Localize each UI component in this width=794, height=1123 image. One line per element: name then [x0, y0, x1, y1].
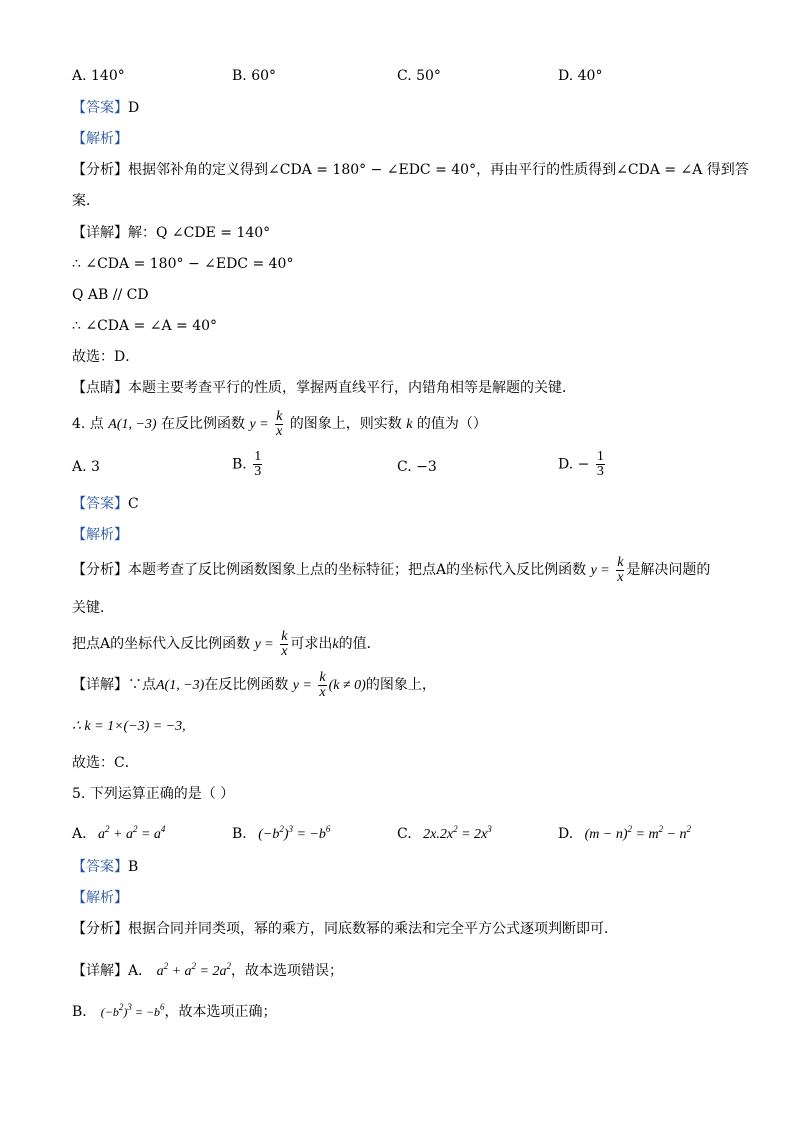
q3-analysis-heading [72, 128, 734, 150]
q4-func-lhs: y = [249, 417, 269, 432]
fenxi-text: 根据邻补角的定义得到∠CDA = 180° − ∠EDC = 40°，再由平行的性质得到∠CDA = ∠A 得到答 [128, 162, 749, 178]
q3-detail-4 [72, 315, 734, 337]
fraction-denominator: x [276, 423, 283, 439]
fraction-numerator: 1 [596, 449, 604, 464]
detail-text: ，故本选项正确； [164, 1004, 277, 1020]
fraction-numerator: k [281, 628, 288, 644]
detail-line: 解：Q ∠CDE = 140° [128, 225, 271, 241]
q5-fenxi [72, 918, 734, 940]
q3-answer [72, 97, 734, 119]
fraction-numerator: k [617, 554, 624, 570]
q5-detail-b: B． $(-b^2)^3 = -b^6$，故本选项正确； [72, 1002, 277, 1020]
func-lhs: y = [254, 637, 274, 652]
q4-choose [72, 752, 734, 774]
option-label: B. [232, 456, 247, 473]
detail-tag: 【详解】 [72, 963, 128, 979]
detail-text: 的图象上， [365, 677, 436, 693]
detail-text: 在反比例函数 [204, 677, 289, 693]
answer-value: C [128, 496, 139, 512]
option-label: A. [72, 826, 87, 842]
q5-option-b: B. $(-b^2)^3 = -b^6$ [232, 824, 331, 842]
sub-k: k [332, 637, 339, 652]
q4-calc [72, 715, 734, 738]
q4-option-c: C. −3 [397, 459, 437, 475]
q4-option-d [558, 450, 607, 479]
q4-options [72, 450, 734, 490]
option-fraction [596, 450, 605, 479]
q4-detail [72, 667, 734, 704]
func-fraction [280, 630, 288, 659]
choose-text: 故选：C． [72, 755, 139, 771]
fraction-numerator: 1 [254, 449, 262, 464]
q4-point: A(1, −3) [108, 417, 157, 432]
detail-line: Q AB // CD [72, 287, 149, 303]
detail-tag: 【详解】 [72, 225, 128, 241]
q3-option-c: C. 50° [397, 68, 441, 84]
choose-text: 故选：D． [72, 349, 140, 365]
q3-comment [72, 377, 734, 399]
q3-detail [72, 222, 734, 244]
q4-analysis-heading [72, 524, 734, 546]
fenxi-text: 根据合同并同类项，幂的乘方，同底数幂的乘法和完全平方公式逐项判断即可． [128, 921, 618, 937]
analysis-tag: 【解析】 [72, 131, 128, 147]
q5-option-c: C. $2x.2x^2 = 2x^3$ [397, 824, 492, 842]
q4-stem [72, 408, 734, 441]
detail-label: B． [72, 1004, 97, 1020]
func-fraction [616, 556, 624, 585]
q5-stem-text: 5. 下列运算正确的是（ ） [72, 786, 235, 802]
calc-line: ∴ k = 1×(−3) = −3, [72, 719, 186, 734]
func-fraction [318, 671, 326, 700]
q5-detail-a: 【详解】A． $a^2 + a^2 = 2a^2$，故本选项错误； [72, 961, 343, 979]
fraction-denominator: 3 [254, 464, 262, 479]
q5-stem [72, 783, 734, 805]
sub-text: 把点A的坐标代入反比例函数 [72, 636, 251, 652]
func-lhs: y = [590, 563, 610, 578]
detail-point: A(1, −3) [156, 678, 205, 693]
q3-detail-2 [72, 253, 734, 275]
fenxi-tag: 【分析】 [72, 162, 128, 178]
q4-stem-text: 的值为（） [416, 416, 487, 432]
q5-option-a: A. $a^2 + a^2 = a^4$ [72, 824, 166, 842]
q3-option-a: A. 140° [72, 68, 125, 84]
q3-fenxi [72, 159, 749, 181]
fraction-denominator: x [319, 684, 326, 700]
detail-line: ∴ ∠CDA = 180° − ∠EDC = 40° [72, 256, 294, 272]
q4-number: 4. 点 [72, 416, 104, 432]
q4-fenxi-cont [72, 597, 734, 619]
q4-fenxi [72, 552, 734, 589]
q3-detail-3 [72, 284, 734, 306]
q4-substitute [72, 626, 734, 663]
option-label: C. [397, 826, 412, 842]
detail-label: A． [128, 963, 153, 979]
answer-value: D [128, 100, 140, 116]
q3-choose [72, 346, 734, 368]
fenxi-text-cont: 案． [72, 193, 100, 209]
answer-tag: 【答案】 [72, 496, 128, 512]
q4-func-fraction [275, 410, 283, 439]
q5-option-d: D. $(m - n)^2 = m^2 - n^2$ [558, 824, 692, 842]
q4-answer [72, 493, 734, 515]
option-label: B. [232, 826, 247, 842]
q3-option-b: B. 60° [232, 68, 277, 84]
q4-option-b [232, 450, 264, 479]
fraction-numerator: k [319, 669, 326, 685]
fenxi-text: 本题考查了反比例函数图象上点的坐标特征；把点A的坐标代入反比例函数 [128, 562, 587, 578]
answer-tag: 【答案】 [72, 100, 128, 116]
func-lhs: y = [292, 678, 312, 693]
detail-tag: 【详解】 [72, 677, 128, 693]
comment-text: 本题主要考查平行的性质，掌握两直线平行，内错角相等是解题的关键． [128, 380, 576, 396]
fraction-numerator: k [276, 408, 283, 424]
detail-condition: (k ≠ 0) [328, 678, 366, 693]
fenxi-text: 是解决问题的 [626, 562, 711, 578]
sub-text: 可求出 [290, 636, 333, 652]
q4-k: k [406, 417, 413, 432]
option-label: D. [558, 826, 574, 842]
q3-option-d: D. 40° [558, 68, 603, 84]
detail-line: ∴ ∠CDA = ∠A = 40° [72, 318, 218, 334]
q3-fenxi-cont [72, 190, 734, 212]
analysis-tag: 【解析】 [72, 527, 128, 543]
fraction-denominator: 3 [596, 464, 604, 479]
option-fraction [253, 450, 262, 479]
fenxi-text-cont: 关键． [72, 600, 114, 616]
q4-stem-text: 在反比例函数 [161, 416, 246, 432]
sub-text: 的值． [338, 636, 381, 652]
analysis-tag: 【解析】 [72, 890, 128, 906]
fenxi-tag: 【分析】 [72, 562, 128, 578]
comment-tag: 【点睛】 [72, 380, 128, 396]
fraction-denominator: x [281, 643, 288, 659]
answer-value: B [128, 859, 139, 875]
q4-stem-text: 的图象上，则实数 [289, 416, 402, 432]
q5-analysis-heading [72, 887, 734, 909]
fenxi-tag: 【分析】 [72, 921, 128, 937]
fraction-denominator: x [617, 569, 624, 585]
q5-answer [72, 856, 734, 878]
answer-tag: 【答案】 [72, 859, 128, 875]
option-label: D. − [558, 456, 590, 473]
q4-option-a: A. 3 [72, 459, 100, 475]
detail-text: ∵点 [128, 677, 156, 693]
detail-text: ，故本选项错误； [230, 963, 343, 979]
